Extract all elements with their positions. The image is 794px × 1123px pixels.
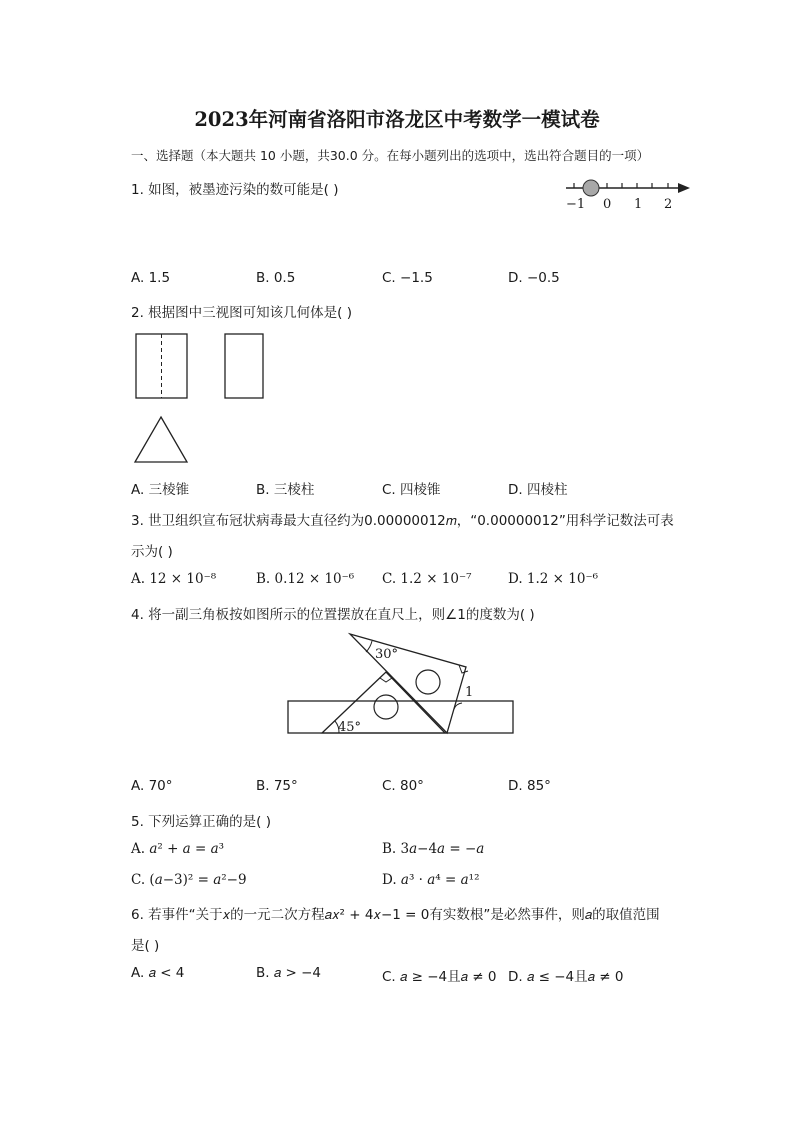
option-d: D. −0.5 xyxy=(508,270,560,286)
tick-label: −1 xyxy=(566,197,586,212)
question-6-text: 6. 若事件“关于𝑥的一元二次方程𝑎𝑥² + 4𝑥−1 = 0有实数根”是必然事件，则𝑎的取值范围 xyxy=(131,907,660,923)
option-a: A. 𝑎 < 4 xyxy=(131,965,185,981)
thirty-sixty-triangle xyxy=(350,634,466,733)
side-view xyxy=(225,334,263,398)
option-b: B. 3𝑎−4𝑎 = −𝑎 xyxy=(382,841,485,857)
option-a: A. 𝑎² + 𝑎 = 𝑎³ xyxy=(131,841,225,857)
question-5-text: 5. 下列运算正确的是( ) xyxy=(131,814,271,830)
option-a: A. 12 × 10⁻⁸ xyxy=(131,571,217,587)
option-c: C. 𝑎 ≥ −4且𝑎 ≠ 0 xyxy=(382,969,497,985)
angle-label-45: 45° xyxy=(338,720,362,735)
option-d: D. 𝑎³ · 𝑎⁴ = 𝑎¹² xyxy=(382,872,480,888)
option-a: A. 70° xyxy=(131,778,173,794)
option-c: C. (𝑎−3)² = 𝑎²−9 xyxy=(131,872,247,888)
section-heading: 一、选择题（本大题共 10 小题，共30.0 分。在每小题列出的选项中，选出符合题目的一项） xyxy=(131,148,650,163)
angle-label-1: 1 xyxy=(465,685,474,700)
option-c: C. −1.5 xyxy=(382,270,433,286)
option-b: B. 75° xyxy=(256,778,298,794)
ruler xyxy=(288,701,513,733)
question-6-text-cont: 是( ) xyxy=(131,938,160,954)
option-b: B. 三棱柱 xyxy=(256,482,315,498)
option-c: C. 四棱锥 xyxy=(382,482,441,498)
option-b: B. 0.12 × 10⁻⁶ xyxy=(256,571,355,587)
tick-label: 0 xyxy=(603,197,612,212)
option-a: A. 1.5 xyxy=(131,270,171,286)
triangles-on-ruler-figure xyxy=(280,625,525,745)
angle-label-30: 30° xyxy=(375,647,399,662)
ink-blot xyxy=(583,180,599,196)
option-b: B. 𝑎 > −4 xyxy=(256,965,321,981)
option-d: D. 𝑎 ≤ −4且𝑎 ≠ 0 xyxy=(508,969,624,985)
option-c: C. 80° xyxy=(382,778,424,794)
tick-label: 2 xyxy=(664,197,673,212)
option-d: D. 1.2 × 10⁻⁶ xyxy=(508,571,599,587)
option-c: C. 1.2 × 10⁻⁷ xyxy=(382,571,472,587)
question-4-text: 4. 将一副三角板按如图所示的位置摆放在直尺上，则∠1的度数为( ) xyxy=(131,607,535,623)
question-3-text: 3. 世卫组织宣布冠状病毒最大直径约为0.00000012𝑚，“0.00000012”用科学记数法可表 xyxy=(131,513,674,529)
option-b: B. 0.5 xyxy=(256,270,296,286)
option-d: D. 四棱柱 xyxy=(508,482,568,498)
number-line-figure xyxy=(560,172,695,212)
option-d: D. 85° xyxy=(508,778,551,794)
question-2-text: 2. 根据图中三视图可知该几何体是( ) xyxy=(131,305,352,321)
tick-label: 1 xyxy=(634,197,643,212)
page-title: 2023年河南省洛阳市洛龙区中考数学一模试卷 xyxy=(194,108,600,131)
three-views-figure xyxy=(130,328,280,468)
option-a: A. 三棱锥 xyxy=(131,482,190,498)
question-3-text-cont: 示为( ) xyxy=(131,544,173,560)
question-1-text: 1. 如图，被墨迹污染的数可能是( ) xyxy=(131,182,339,198)
top-view xyxy=(135,417,187,462)
